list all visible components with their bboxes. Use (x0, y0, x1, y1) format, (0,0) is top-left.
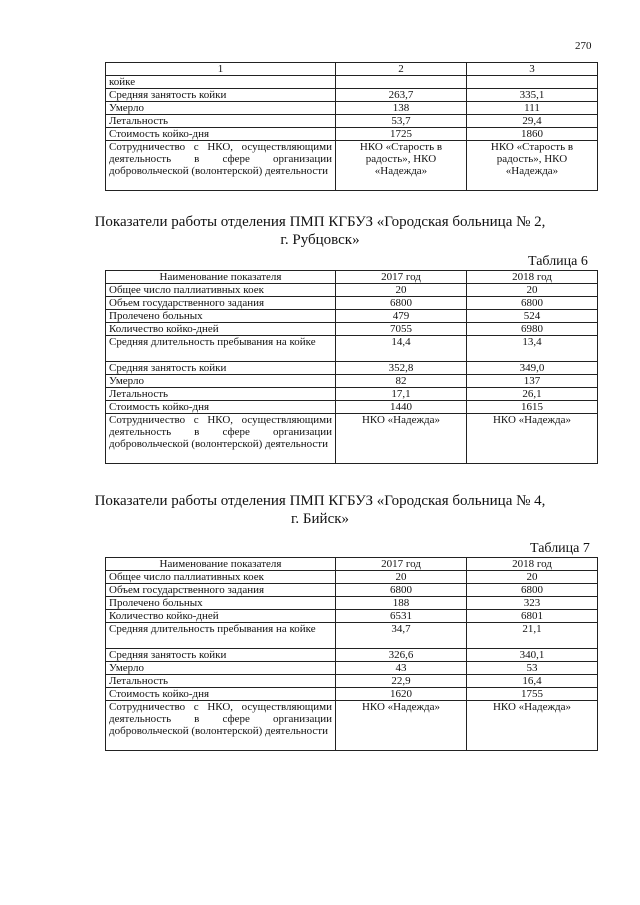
value-2017: 43 (336, 662, 467, 675)
table-row (106, 362, 598, 375)
section-title-line: Показатели работы отделения ПМП КГБУЗ «Городская больница № 4, (94, 493, 546, 509)
table-row (106, 141, 598, 191)
header-cell: Наименование показателя (106, 271, 336, 284)
table-row (106, 128, 598, 141)
table-7 (105, 557, 598, 751)
value-2017: 82 (336, 375, 467, 388)
value-2018: 524 (467, 310, 598, 323)
column-number: 3 (467, 63, 598, 76)
indicator-name: Летальность (106, 115, 336, 128)
header-cell: 2018 год (467, 558, 598, 571)
value-2018: 1860 (467, 128, 598, 141)
value-2017: 479 (336, 310, 467, 323)
value-2017: 6800 (336, 584, 467, 597)
value-2017: 1440 (336, 401, 467, 414)
indicator-name: Сотрудничество с НКО, осуществляющими деятельность в сфере организации добровольческой (волонтерской) деятельности (106, 701, 336, 751)
table-row (106, 375, 598, 388)
value-2017: НКО «Надежда» (336, 414, 467, 464)
table-row (106, 597, 598, 610)
table-header-row (106, 558, 598, 571)
value-2017: 188 (336, 597, 467, 610)
value-2018: 53 (467, 662, 598, 675)
table-row (106, 115, 598, 128)
table-row (106, 297, 598, 310)
indicator-name: Пролечено больных (106, 597, 336, 610)
value-2017: 1620 (336, 688, 467, 701)
value-2018: 111 (467, 102, 598, 115)
header-cell: 2017 год (336, 558, 467, 571)
value-2018: 1615 (467, 401, 598, 414)
table-row (106, 701, 598, 751)
value-2017: 263,7 (336, 89, 467, 102)
column-number-row (106, 63, 598, 76)
value-2017: НКО «Надежда» (336, 701, 467, 751)
indicator-name: Объем государственного задания (106, 297, 336, 310)
value-2018: 20 (467, 571, 598, 584)
indicator-name: Стоимость койко-дня (106, 688, 336, 701)
indicator-name: Умерло (106, 375, 336, 388)
value-2018: 6800 (467, 584, 598, 597)
value-2018 (467, 76, 598, 89)
value-2018: НКО «Старость в радость», НКО «Надежда» (467, 141, 598, 191)
table-row (106, 89, 598, 102)
indicator-name: Стоимость койко-дня (106, 401, 336, 414)
value-2017: 14,4 (336, 336, 467, 362)
indicator-name: Средняя длительность пребывания на койке (106, 623, 336, 649)
indicator-name: Пролечено больных (106, 310, 336, 323)
table-row (106, 323, 598, 336)
table-row (106, 662, 598, 675)
table-row (106, 675, 598, 688)
table-row (106, 584, 598, 597)
table-row (106, 623, 598, 649)
value-2017: 6800 (336, 297, 467, 310)
indicator-name: койке (106, 76, 336, 89)
value-2018: 1755 (467, 688, 598, 701)
table-6 (105, 270, 598, 464)
table-row (106, 310, 598, 323)
table-row (106, 649, 598, 662)
value-2018: НКО «Надежда» (467, 701, 598, 751)
section-title-line: Показатели работы отделения ПМП КГБУЗ «Городская больница № 2, (94, 214, 546, 230)
indicator-name: Средняя длительность пребывания на койке (106, 336, 336, 362)
value-2018: 6800 (467, 297, 598, 310)
value-2017: 22,9 (336, 675, 467, 688)
table-row (106, 388, 598, 401)
indicator-name: Общее число паллиативных коек (106, 284, 336, 297)
value-2017: 138 (336, 102, 467, 115)
value-2017: НКО «Старость в радость», НКО «Надежда» (336, 141, 467, 191)
value-2018: 6801 (467, 610, 598, 623)
value-2017: 7055 (336, 323, 467, 336)
table-row (106, 688, 598, 701)
value-2018: НКО «Надежда» (467, 414, 598, 464)
page-number: 270 (575, 40, 592, 52)
table-row (106, 336, 598, 362)
value-2017: 1725 (336, 128, 467, 141)
table-row (106, 284, 598, 297)
value-2017: 6531 (336, 610, 467, 623)
indicator-name: Количество койко-дней (106, 610, 336, 623)
value-2018: 20 (467, 284, 598, 297)
indicator-name: Сотрудничество с НКО, осуществляющими деятельность в сфере организации добровольческой (волонтерской) деятельности (106, 414, 336, 464)
indicator-name: Средняя занятость койки (106, 649, 336, 662)
value-2017: 326,6 (336, 649, 467, 662)
value-2018: 16,4 (467, 675, 598, 688)
value-2017: 34,7 (336, 623, 467, 649)
value-2017 (336, 76, 467, 89)
indicator-name: Умерло (106, 102, 336, 115)
header-cell: 2018 год (467, 271, 598, 284)
table-5-continued (105, 62, 598, 191)
section-title (0, 213, 640, 249)
value-2018: 29,4 (467, 115, 598, 128)
table-row (106, 610, 598, 623)
value-2017: 20 (336, 571, 467, 584)
value-2018: 335,1 (467, 89, 598, 102)
value-2018: 6980 (467, 323, 598, 336)
indicator-name: Количество койко-дней (106, 323, 336, 336)
indicator-name: Сотрудничество с НКО, осуществляющими деятельность в сфере организации добровольческой (волонтерской) деятельности (106, 141, 336, 191)
indicator-name: Средняя занятость койки (106, 362, 336, 375)
value-2017: 20 (336, 284, 467, 297)
value-2017: 53,7 (336, 115, 467, 128)
table-row (106, 401, 598, 414)
indicator-name: Средняя занятость койки (106, 89, 336, 102)
table-row (106, 102, 598, 115)
value-2018: 13,4 (467, 336, 598, 362)
header-cell: 2017 год (336, 271, 467, 284)
value-2017: 17,1 (336, 388, 467, 401)
indicator-name: Умерло (106, 662, 336, 675)
table-row (106, 76, 598, 89)
value-2018: 340,1 (467, 649, 598, 662)
table-row (106, 414, 598, 464)
indicator-name: Летальность (106, 388, 336, 401)
table-caption: Таблица 6 (528, 254, 588, 269)
indicator-name: Общее число паллиативных коек (106, 571, 336, 584)
section-title-line: г. Бийск» (290, 511, 350, 527)
section-title (0, 492, 640, 528)
value-2018: 349,0 (467, 362, 598, 375)
value-2018: 137 (467, 375, 598, 388)
header-cell: Наименование показателя (106, 558, 336, 571)
value-2018: 21,1 (467, 623, 598, 649)
column-number: 1 (106, 63, 336, 76)
value-2018: 323 (467, 597, 598, 610)
table-header-row (106, 271, 598, 284)
value-2018: 26,1 (467, 388, 598, 401)
indicator-name: Летальность (106, 675, 336, 688)
column-number: 2 (336, 63, 467, 76)
value-2017: 352,8 (336, 362, 467, 375)
indicator-name: Стоимость койко-дня (106, 128, 336, 141)
table-caption: Таблица 7 (530, 541, 590, 556)
indicator-name: Объем государственного задания (106, 584, 336, 597)
section-title-line: г. Рубцовск» (280, 232, 360, 248)
table-row (106, 571, 598, 584)
